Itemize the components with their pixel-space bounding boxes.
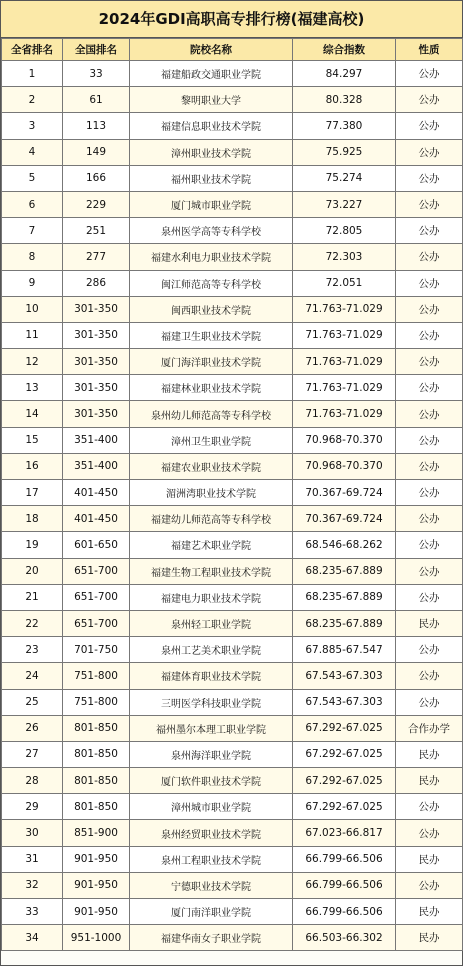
table-row bbox=[2, 401, 463, 427]
school-type-cell: 民办 bbox=[396, 741, 463, 767]
national-rank-cell: 651-700 bbox=[63, 610, 130, 636]
school-name-cell: 福州职业技术学院 bbox=[130, 165, 293, 191]
school-type-cell: 公办 bbox=[396, 349, 463, 375]
province-rank-cell: 24 bbox=[2, 663, 63, 689]
province-rank-cell: 3 bbox=[2, 113, 63, 139]
national-rank-cell: 229 bbox=[63, 191, 130, 217]
table-row bbox=[2, 741, 463, 767]
composite-index-cell: 67.023-66.817 bbox=[293, 820, 396, 846]
province-rank-cell: 14 bbox=[2, 401, 63, 427]
composite-index-cell: 67.292-67.025 bbox=[293, 715, 396, 741]
composite-index-cell: 70.968-70.370 bbox=[293, 427, 396, 453]
school-type-cell: 公办 bbox=[396, 453, 463, 479]
school-type-cell: 公办 bbox=[396, 689, 463, 715]
header-composite-index: 综合指数 bbox=[293, 39, 396, 61]
table-row bbox=[2, 532, 463, 558]
national-rank-cell: 277 bbox=[63, 244, 130, 270]
composite-index-cell: 68.235-67.889 bbox=[293, 558, 396, 584]
national-rank-cell: 113 bbox=[63, 113, 130, 139]
table-row bbox=[2, 899, 463, 925]
national-rank-cell: 251 bbox=[63, 218, 130, 244]
province-rank-cell: 2 bbox=[2, 87, 63, 113]
ranking-table bbox=[1, 38, 463, 951]
composite-index-cell: 67.885-67.547 bbox=[293, 637, 396, 663]
table-row bbox=[2, 270, 463, 296]
school-type-cell: 公办 bbox=[396, 87, 463, 113]
school-type-cell: 公办 bbox=[396, 113, 463, 139]
header-national-rank: 全国排名 bbox=[63, 39, 130, 61]
composite-index-cell: 67.292-67.025 bbox=[293, 741, 396, 767]
school-name-cell: 福建幼儿师范高等专科学校 bbox=[130, 506, 293, 532]
province-rank-cell: 1 bbox=[2, 61, 63, 87]
table-row bbox=[2, 794, 463, 820]
school-type-cell: 公办 bbox=[396, 584, 463, 610]
school-name-cell: 福建农业职业技术学院 bbox=[130, 453, 293, 479]
province-rank-cell: 20 bbox=[2, 558, 63, 584]
school-type-cell: 民办 bbox=[396, 925, 463, 951]
province-rank-cell: 18 bbox=[2, 506, 63, 532]
national-rank-cell: 351-400 bbox=[63, 427, 130, 453]
national-rank-cell: 901-950 bbox=[63, 872, 130, 898]
school-name-cell: 泉州经贸职业技术学院 bbox=[130, 820, 293, 846]
table-title: 2024年GDI高职高专排行榜(福建高校) bbox=[1, 1, 462, 38]
national-rank-cell: 301-350 bbox=[63, 375, 130, 401]
composite-index-cell: 73.227 bbox=[293, 191, 396, 217]
school-name-cell: 福建艺术职业学院 bbox=[130, 532, 293, 558]
national-rank-cell: 301-350 bbox=[63, 349, 130, 375]
province-rank-cell: 33 bbox=[2, 899, 63, 925]
national-rank-cell: 301-350 bbox=[63, 401, 130, 427]
national-rank-cell: 651-700 bbox=[63, 584, 130, 610]
national-rank-cell: 166 bbox=[63, 165, 130, 191]
province-rank-cell: 5 bbox=[2, 165, 63, 191]
header-school-name: 院校名称 bbox=[130, 39, 293, 61]
province-rank-cell: 4 bbox=[2, 139, 63, 165]
school-type-cell: 公办 bbox=[396, 139, 463, 165]
national-rank-cell: 751-800 bbox=[63, 663, 130, 689]
province-rank-cell: 6 bbox=[2, 191, 63, 217]
national-rank-cell: 951-1000 bbox=[63, 925, 130, 951]
national-rank-cell: 351-400 bbox=[63, 453, 130, 479]
header-school-type: 性质 bbox=[396, 39, 463, 61]
composite-index-cell: 68.235-67.889 bbox=[293, 584, 396, 610]
composite-index-cell: 72.051 bbox=[293, 270, 396, 296]
composite-index-cell: 66.799-66.506 bbox=[293, 872, 396, 898]
table-row bbox=[2, 506, 463, 532]
school-name-cell: 泉州幼儿师范高等专科学校 bbox=[130, 401, 293, 427]
province-rank-cell: 26 bbox=[2, 715, 63, 741]
composite-index-cell: 71.763-71.029 bbox=[293, 296, 396, 322]
composite-index-cell: 67.543-67.303 bbox=[293, 663, 396, 689]
national-rank-cell: 651-700 bbox=[63, 558, 130, 584]
composite-index-cell: 75.274 bbox=[293, 165, 396, 191]
composite-index-cell: 67.292-67.025 bbox=[293, 768, 396, 794]
school-name-cell: 福州墨尔本理工职业学院 bbox=[130, 715, 293, 741]
school-type-cell: 公办 bbox=[396, 480, 463, 506]
national-rank-cell: 801-850 bbox=[63, 794, 130, 820]
composite-index-cell: 67.292-67.025 bbox=[293, 794, 396, 820]
table-row bbox=[2, 715, 463, 741]
table-row bbox=[2, 925, 463, 951]
school-type-cell: 合作办学 bbox=[396, 715, 463, 741]
school-name-cell: 泉州海洋职业学院 bbox=[130, 741, 293, 767]
table-row bbox=[2, 218, 463, 244]
table-row bbox=[2, 689, 463, 715]
national-rank-cell: 901-950 bbox=[63, 846, 130, 872]
school-type-cell: 公办 bbox=[396, 532, 463, 558]
school-type-cell: 公办 bbox=[396, 296, 463, 322]
school-type-cell: 民办 bbox=[396, 846, 463, 872]
school-name-cell: 泉州工艺美术职业学院 bbox=[130, 637, 293, 663]
composite-index-cell: 71.763-71.029 bbox=[293, 401, 396, 427]
province-rank-cell: 12 bbox=[2, 349, 63, 375]
composite-index-cell: 68.546-68.262 bbox=[293, 532, 396, 558]
composite-index-cell: 66.503-66.302 bbox=[293, 925, 396, 951]
province-rank-cell: 25 bbox=[2, 689, 63, 715]
national-rank-cell: 301-350 bbox=[63, 296, 130, 322]
table-row bbox=[2, 663, 463, 689]
table-row bbox=[2, 610, 463, 636]
national-rank-cell: 601-650 bbox=[63, 532, 130, 558]
school-type-cell: 公办 bbox=[396, 270, 463, 296]
school-name-cell: 宁德职业技术学院 bbox=[130, 872, 293, 898]
table-row bbox=[2, 872, 463, 898]
province-rank-cell: 29 bbox=[2, 794, 63, 820]
school-type-cell: 公办 bbox=[396, 61, 463, 87]
school-type-cell: 公办 bbox=[396, 165, 463, 191]
composite-index-cell: 70.367-69.724 bbox=[293, 506, 396, 532]
province-rank-cell: 10 bbox=[2, 296, 63, 322]
table-row bbox=[2, 296, 463, 322]
school-name-cell: 漳州卫生职业学院 bbox=[130, 427, 293, 453]
school-name-cell: 湄洲湾职业技术学院 bbox=[130, 480, 293, 506]
school-name-cell: 厦门海洋职业技术学院 bbox=[130, 349, 293, 375]
province-rank-cell: 7 bbox=[2, 218, 63, 244]
school-type-cell: 公办 bbox=[396, 401, 463, 427]
province-rank-cell: 17 bbox=[2, 480, 63, 506]
national-rank-cell: 149 bbox=[63, 139, 130, 165]
province-rank-cell: 27 bbox=[2, 741, 63, 767]
national-rank-cell: 701-750 bbox=[63, 637, 130, 663]
school-name-cell: 漳州职业技术学院 bbox=[130, 139, 293, 165]
province-rank-cell: 15 bbox=[2, 427, 63, 453]
table-row bbox=[2, 820, 463, 846]
school-type-cell: 民办 bbox=[396, 899, 463, 925]
national-rank-cell: 901-950 bbox=[63, 899, 130, 925]
table-row bbox=[2, 846, 463, 872]
school-type-cell: 公办 bbox=[396, 872, 463, 898]
school-type-cell: 民办 bbox=[396, 768, 463, 794]
table-row bbox=[2, 61, 463, 87]
school-name-cell: 泉州工程职业技术学院 bbox=[130, 846, 293, 872]
province-rank-cell: 11 bbox=[2, 322, 63, 348]
composite-index-cell: 77.380 bbox=[293, 113, 396, 139]
header-row bbox=[2, 39, 463, 61]
school-name-cell: 闽西职业技术学院 bbox=[130, 296, 293, 322]
province-rank-cell: 23 bbox=[2, 637, 63, 663]
province-rank-cell: 19 bbox=[2, 532, 63, 558]
school-name-cell: 泉州轻工职业学院 bbox=[130, 610, 293, 636]
school-name-cell: 福建电力职业技术学院 bbox=[130, 584, 293, 610]
composite-index-cell: 71.763-71.029 bbox=[293, 375, 396, 401]
table-row bbox=[2, 558, 463, 584]
province-rank-cell: 22 bbox=[2, 610, 63, 636]
national-rank-cell: 61 bbox=[63, 87, 130, 113]
table-row bbox=[2, 113, 463, 139]
province-rank-cell: 8 bbox=[2, 244, 63, 270]
national-rank-cell: 801-850 bbox=[63, 768, 130, 794]
school-name-cell: 福建水利电力职业技术学院 bbox=[130, 244, 293, 270]
composite-index-cell: 70.968-70.370 bbox=[293, 453, 396, 479]
composite-index-cell: 71.763-71.029 bbox=[293, 349, 396, 375]
school-type-cell: 公办 bbox=[396, 663, 463, 689]
school-type-cell: 公办 bbox=[396, 191, 463, 217]
table-row bbox=[2, 480, 463, 506]
table-row bbox=[2, 637, 463, 663]
composite-index-cell: 66.799-66.506 bbox=[293, 899, 396, 925]
composite-index-cell: 80.328 bbox=[293, 87, 396, 113]
composite-index-cell: 72.303 bbox=[293, 244, 396, 270]
school-name-cell: 三明医学科技职业学院 bbox=[130, 689, 293, 715]
school-name-cell: 福建信息职业技术学院 bbox=[130, 113, 293, 139]
school-type-cell: 公办 bbox=[396, 637, 463, 663]
composite-index-cell: 66.799-66.506 bbox=[293, 846, 396, 872]
table-row bbox=[2, 191, 463, 217]
school-type-cell: 公办 bbox=[396, 375, 463, 401]
school-name-cell: 厦门南洋职业学院 bbox=[130, 899, 293, 925]
table-row bbox=[2, 453, 463, 479]
header-province-rank: 全省排名 bbox=[2, 39, 63, 61]
school-type-cell: 公办 bbox=[396, 322, 463, 348]
composite-index-cell: 71.763-71.029 bbox=[293, 322, 396, 348]
composite-index-cell: 84.297 bbox=[293, 61, 396, 87]
national-rank-cell: 286 bbox=[63, 270, 130, 296]
national-rank-cell: 851-900 bbox=[63, 820, 130, 846]
table-row bbox=[2, 349, 463, 375]
province-rank-cell: 32 bbox=[2, 872, 63, 898]
school-name-cell: 福建船政交通职业学院 bbox=[130, 61, 293, 87]
school-name-cell: 福建体育职业技术学院 bbox=[130, 663, 293, 689]
school-name-cell: 福建林业职业技术学院 bbox=[130, 375, 293, 401]
table-row bbox=[2, 139, 463, 165]
composite-index-cell: 67.543-67.303 bbox=[293, 689, 396, 715]
national-rank-cell: 33 bbox=[63, 61, 130, 87]
province-rank-cell: 31 bbox=[2, 846, 63, 872]
composite-index-cell: 75.925 bbox=[293, 139, 396, 165]
school-type-cell: 公办 bbox=[396, 244, 463, 270]
school-type-cell: 民办 bbox=[396, 610, 463, 636]
table-row bbox=[2, 375, 463, 401]
composite-index-cell: 70.367-69.724 bbox=[293, 480, 396, 506]
national-rank-cell: 401-450 bbox=[63, 480, 130, 506]
school-type-cell: 公办 bbox=[396, 218, 463, 244]
national-rank-cell: 401-450 bbox=[63, 506, 130, 532]
school-name-cell: 福建华南女子职业学院 bbox=[130, 925, 293, 951]
province-rank-cell: 21 bbox=[2, 584, 63, 610]
national-rank-cell: 801-850 bbox=[63, 741, 130, 767]
table-row bbox=[2, 244, 463, 270]
school-name-cell: 泉州医学高等专科学校 bbox=[130, 218, 293, 244]
province-rank-cell: 28 bbox=[2, 768, 63, 794]
school-name-cell: 黎明职业大学 bbox=[130, 87, 293, 113]
school-type-cell: 公办 bbox=[396, 427, 463, 453]
national-rank-cell: 801-850 bbox=[63, 715, 130, 741]
composite-index-cell: 68.235-67.889 bbox=[293, 610, 396, 636]
school-type-cell: 公办 bbox=[396, 558, 463, 584]
table-row bbox=[2, 427, 463, 453]
composite-index-cell: 72.805 bbox=[293, 218, 396, 244]
province-rank-cell: 30 bbox=[2, 820, 63, 846]
province-rank-cell: 34 bbox=[2, 925, 63, 951]
school-name-cell: 厦门城市职业学院 bbox=[130, 191, 293, 217]
school-name-cell: 闽江师范高等专科学校 bbox=[130, 270, 293, 296]
school-type-cell: 公办 bbox=[396, 794, 463, 820]
table-row bbox=[2, 322, 463, 348]
school-name-cell: 福建卫生职业技术学院 bbox=[130, 322, 293, 348]
province-rank-cell: 16 bbox=[2, 453, 63, 479]
national-rank-cell: 301-350 bbox=[63, 322, 130, 348]
school-name-cell: 厦门软件职业技术学院 bbox=[130, 768, 293, 794]
province-rank-cell: 13 bbox=[2, 375, 63, 401]
school-type-cell: 公办 bbox=[396, 506, 463, 532]
school-name-cell: 福建生物工程职业技术学院 bbox=[130, 558, 293, 584]
province-rank-cell: 9 bbox=[2, 270, 63, 296]
table-row bbox=[2, 165, 463, 191]
national-rank-cell: 751-800 bbox=[63, 689, 130, 715]
table-row bbox=[2, 87, 463, 113]
school-name-cell: 漳州城市职业学院 bbox=[130, 794, 293, 820]
school-type-cell: 公办 bbox=[396, 820, 463, 846]
table-row bbox=[2, 768, 463, 794]
table-row bbox=[2, 584, 463, 610]
